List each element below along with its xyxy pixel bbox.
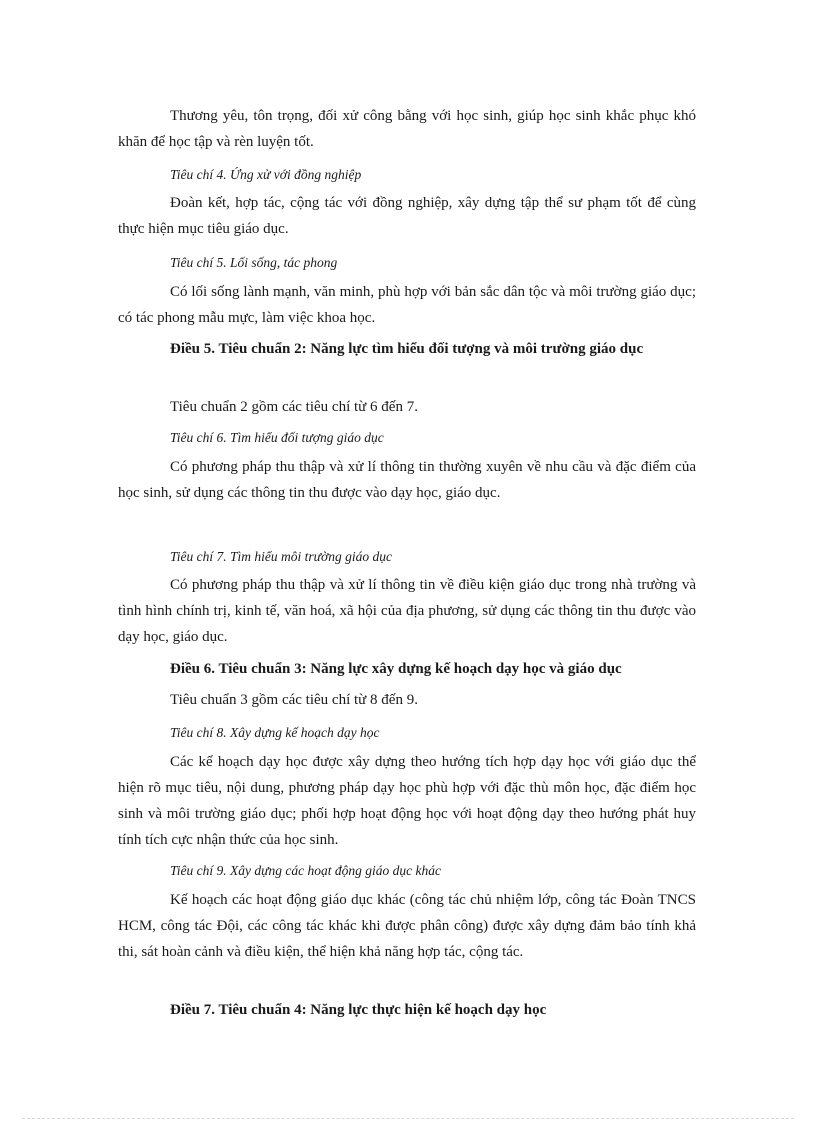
article-6-heading: Điều 6. Tiêu chuẩn 3: Năng lực xây dựng kế hoạch dạy học và giáo dục	[170, 661, 622, 677]
paragraph-environment-research: Có phương pháp thu thập và xử lí thông tin về điều kiện giáo dục trong nhà trường và tình hình chính trị, kinh tế, văn hoá, xã hội của địa phương, sử dụng các thông tin thu được vào dạy học, giáo dục.	[118, 577, 696, 645]
criterion-8-heading: Tiêu chí 8. Xây dựng kế hoạch dạy học	[170, 725, 380, 740]
paragraph-teacher-attitude: Thương yêu, tôn trọng, đối xử công bằng với học sinh, giúp học sinh khắc phục khó khăn để học tập và rèn luyện tốt.	[118, 108, 696, 150]
paragraph-lifestyle: Có lối sống lành mạnh, văn minh, phù hợp với bản sắc dân tộc và môi trường giáo dục; có tác phong mẫu mực, làm việc khoa học.	[118, 284, 696, 326]
criterion-9-heading: Tiêu chí 9. Xây dựng các hoạt động giáo dục khác	[170, 863, 441, 878]
paragraph-teaching-plan: Các kế hoạch dạy học được xây dựng theo hướng tích hợp dạy học với giáo dục thể hiện rõ mục tiêu, nội dung, phương pháp dạy học phù hợp với đặc thù môn học, đặc điểm học sinh và môi trường giáo dục; phối hợp hoạt động học với hoạt động dạy theo hướng phát huy tính tích cực nhận thức của học sinh.	[118, 754, 696, 848]
paragraph-standard-3-scope: Tiêu chuẩn 3 gồm các tiêu chí từ 8 đến 9.	[170, 692, 418, 708]
paragraph-other-activities: Kế hoạch các hoạt động giáo dục khác (công tác chủ nhiệm lớp, công tác Đoàn TNCS HCM, công tác Đội, các công tác khác khi được phân công) được xây dựng đảm bảo tính khả thi, sát hoàn cảnh và điều kiện, thể hiện khả năng hợp tác, cộng tác.	[118, 892, 696, 960]
article-7-heading: Điều 7. Tiêu chuẩn 4: Năng lực thực hiện kế hoạch dạy học	[170, 1002, 547, 1018]
article-5-heading: Điều 5. Tiêu chuẩn 2: Năng lực tìm hiểu đối tượng và môi trường giáo dục	[170, 341, 644, 357]
criterion-5-heading: Tiêu chí 5. Lối sống, tác phong	[170, 255, 338, 270]
criterion-4-heading: Tiêu chí 4. Ứng xử với đồng nghiệp	[170, 167, 362, 182]
paragraph-colleague-cooperation: Đoàn kết, hợp tác, cộng tác với đồng nghiệp, xây dựng tập thể sư phạm tốt để cùng thực hiện mục tiêu giáo dục.	[118, 195, 696, 237]
paragraph-student-research: Có phương pháp thu thập và xử lí thông tin thường xuyên về nhu cầu và đặc điểm của học sinh, sử dụng các thông tin thu được vào dạy học, giáo dục.	[118, 459, 696, 501]
page-bottom-divider	[22, 1118, 794, 1119]
paragraph-standard-2-scope: Tiêu chuẩn 2 gồm các tiêu chí từ 6 đến 7.	[170, 399, 418, 415]
criterion-6-heading: Tiêu chí 6. Tìm hiểu đối tượng giáo dục	[170, 430, 384, 445]
criterion-7-heading: Tiêu chí 7. Tìm hiểu môi trường giáo dục	[170, 549, 392, 564]
